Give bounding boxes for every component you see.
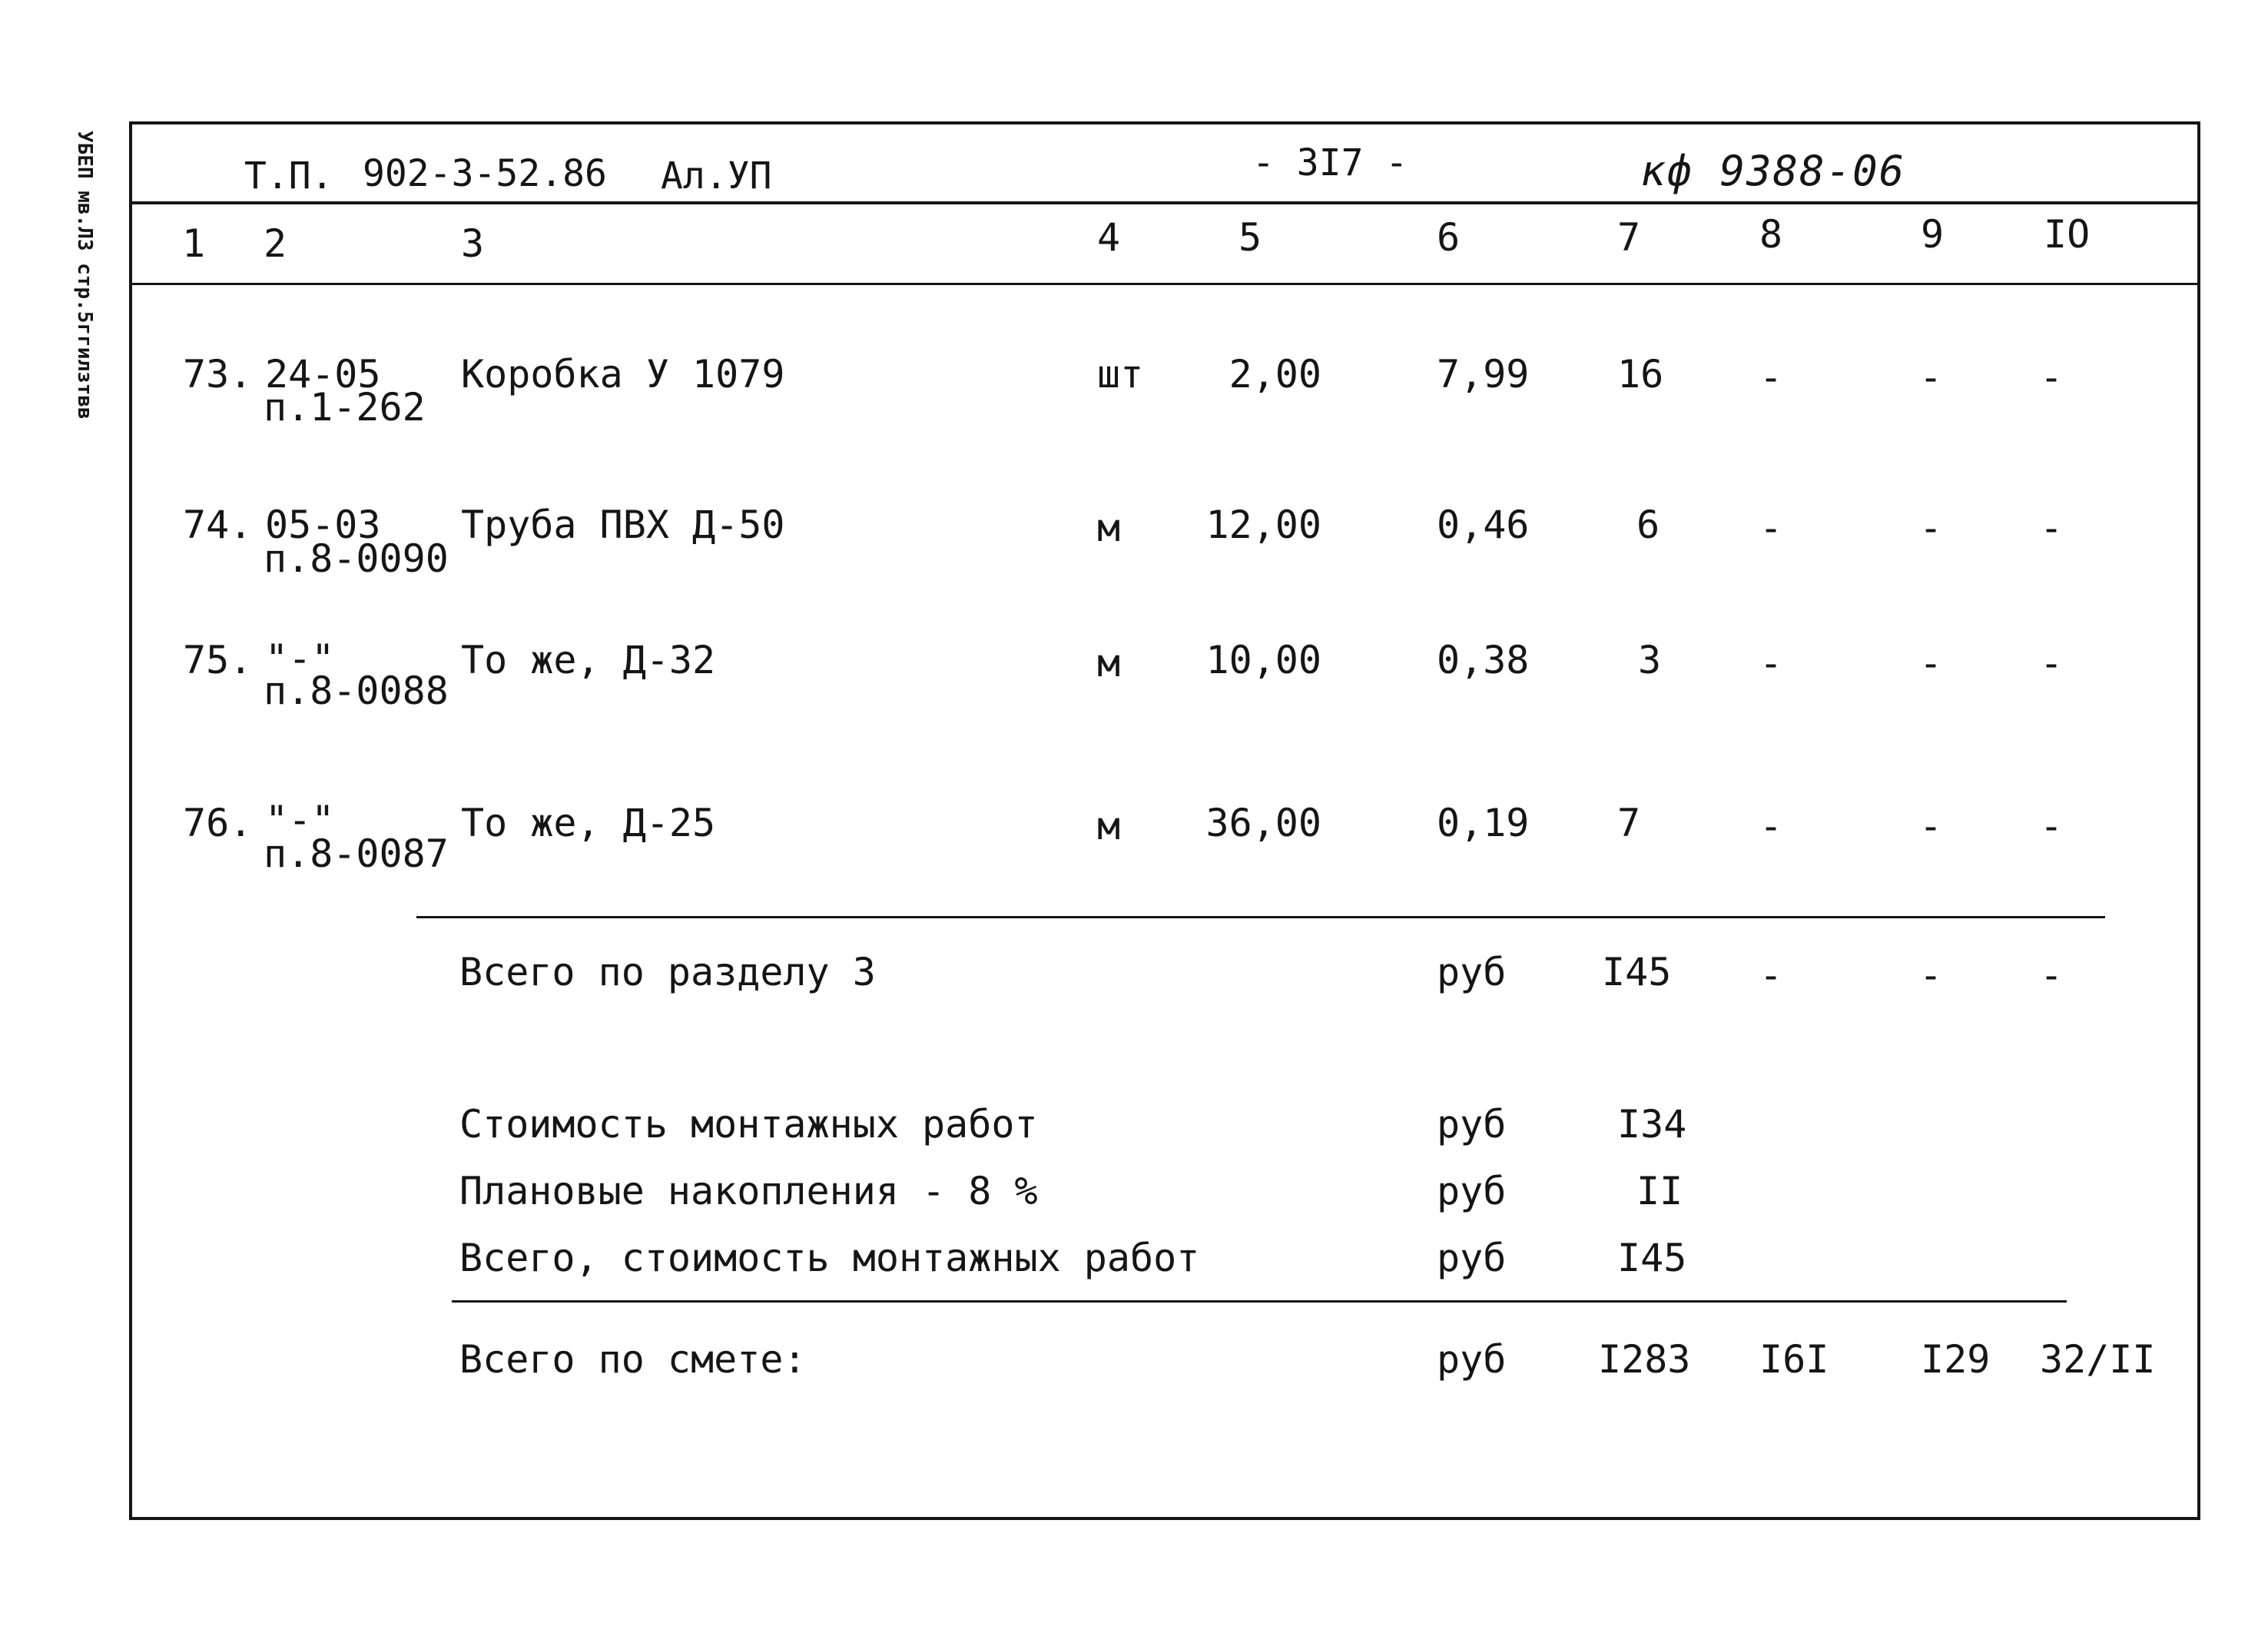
summary-unit: руб (1437, 1102, 1507, 1147)
grand-total-rule (452, 1300, 2067, 1303)
row-total: 16 (1617, 352, 1664, 397)
row-col9: - (1919, 804, 1943, 848)
row-col10: - (2040, 641, 2064, 685)
row-number: 75. (183, 638, 253, 682)
row-col9: - (1919, 641, 1943, 685)
row-quantity: 12,00 (1205, 503, 1321, 547)
row-reference: "-" (265, 798, 335, 842)
summary-label: Стоимость монтажных работ (459, 1102, 1038, 1147)
row-quantity: 10,00 (1205, 638, 1321, 682)
row-unit: м (1097, 506, 1121, 550)
row-col10: - (2040, 804, 2064, 848)
album-label: Ал.УП (661, 154, 772, 197)
section-total-label: Всего по разделу 3 (459, 950, 876, 994)
document-code: кф 9388-06 (1640, 147, 1906, 195)
row-price: 0,38 (1437, 638, 1530, 682)
row-price: 0,46 (1437, 503, 1530, 547)
row-name: То же, Д-25 (461, 801, 716, 845)
row-total: 6 (1636, 503, 1660, 547)
row-col8: - (1759, 355, 1783, 400)
grand-total-col10: 32/II (2040, 1337, 2156, 1382)
tp-label: Т.П. (244, 154, 333, 197)
row-number: 74. (183, 503, 253, 547)
row-col9: - (1919, 506, 1943, 550)
section-total-col9: - (1919, 953, 1943, 997)
document-frame (129, 121, 2200, 1520)
row-col10: - (2040, 506, 2064, 550)
margin-note (65, 131, 96, 515)
section-total-value: I45 (1602, 950, 1672, 994)
row-name: То же, Д-32 (461, 638, 716, 682)
grand-total-col8: I6I (1759, 1337, 1829, 1382)
col-header: 8 (1759, 212, 1783, 257)
row-reference-item: п.8-0088 (264, 669, 449, 713)
row-col8: - (1759, 641, 1783, 685)
row-quantity: 36,00 (1205, 801, 1321, 845)
row-col8: - (1759, 506, 1783, 550)
section-total-unit: руб (1437, 950, 1507, 994)
col-header: 7 (1617, 215, 1641, 260)
row-unit: шт (1097, 352, 1144, 397)
row-price: 7,99 (1437, 352, 1530, 397)
summary-value: II (1636, 1169, 1683, 1213)
grand-total-label: Всего по смете: (459, 1337, 807, 1382)
row-number: 73. (183, 352, 253, 397)
column-header-rule (132, 283, 2197, 285)
col-header: 5 (1238, 215, 1262, 260)
row-quantity: 2,00 (1228, 352, 1321, 397)
row-reference: "-" (265, 636, 335, 681)
row-reference-item: п.8-0087 (264, 831, 449, 876)
row-col8: - (1759, 804, 1783, 848)
summary-value: I45 (1617, 1236, 1687, 1280)
col-header: 2 (264, 221, 287, 266)
col-header: 6 (1437, 215, 1461, 260)
summary-unit: руб (1437, 1236, 1507, 1280)
header-rule (132, 201, 2197, 204)
row-unit: м (1097, 641, 1121, 685)
row-name: Труба ПВХ Д-50 (461, 503, 785, 547)
grand-total-unit: руб (1437, 1337, 1507, 1382)
section-rule (416, 916, 2105, 918)
tp-number: 902-3-52.86 (363, 152, 607, 195)
row-col10: - (2040, 355, 2064, 400)
row-col9: - (1919, 355, 1943, 400)
col-header: 3 (461, 221, 485, 266)
row-reference-item: п.1-262 (264, 385, 426, 430)
page-number: - 3I7 - (1252, 141, 1408, 184)
row-number: 76. (183, 801, 253, 845)
row-reference-item: п.8-0090 (264, 536, 449, 581)
row-unit: м (1097, 804, 1121, 848)
col-header: 1 (182, 221, 206, 266)
row-name: Коробка У 1079 (461, 352, 785, 397)
summary-label: Плановые накопления - 8 % (459, 1169, 1038, 1213)
summary-label: Всего, стоимость монтажных работ (459, 1236, 1200, 1280)
col-header: 4 (1097, 215, 1121, 260)
row-reference: 24-05 (265, 352, 381, 397)
row-total: 3 (1638, 638, 1662, 682)
grand-total-value: I283 (1598, 1337, 1691, 1382)
section-total-col8: - (1759, 953, 1783, 997)
margin-note-text: УБЕП мв.ЛЗ стр.5ггилзтвв (73, 131, 96, 420)
summary-value: I34 (1617, 1102, 1687, 1147)
summary-unit: руб (1437, 1169, 1507, 1213)
col-header: IO (2044, 212, 2091, 257)
col-header: 9 (1921, 212, 1945, 257)
grand-total-col9: I29 (1921, 1337, 1991, 1382)
section-total-col10: - (2040, 953, 2064, 997)
row-total: 7 (1617, 801, 1641, 845)
row-reference: 05-03 (265, 503, 381, 547)
row-price: 0,19 (1437, 801, 1530, 845)
